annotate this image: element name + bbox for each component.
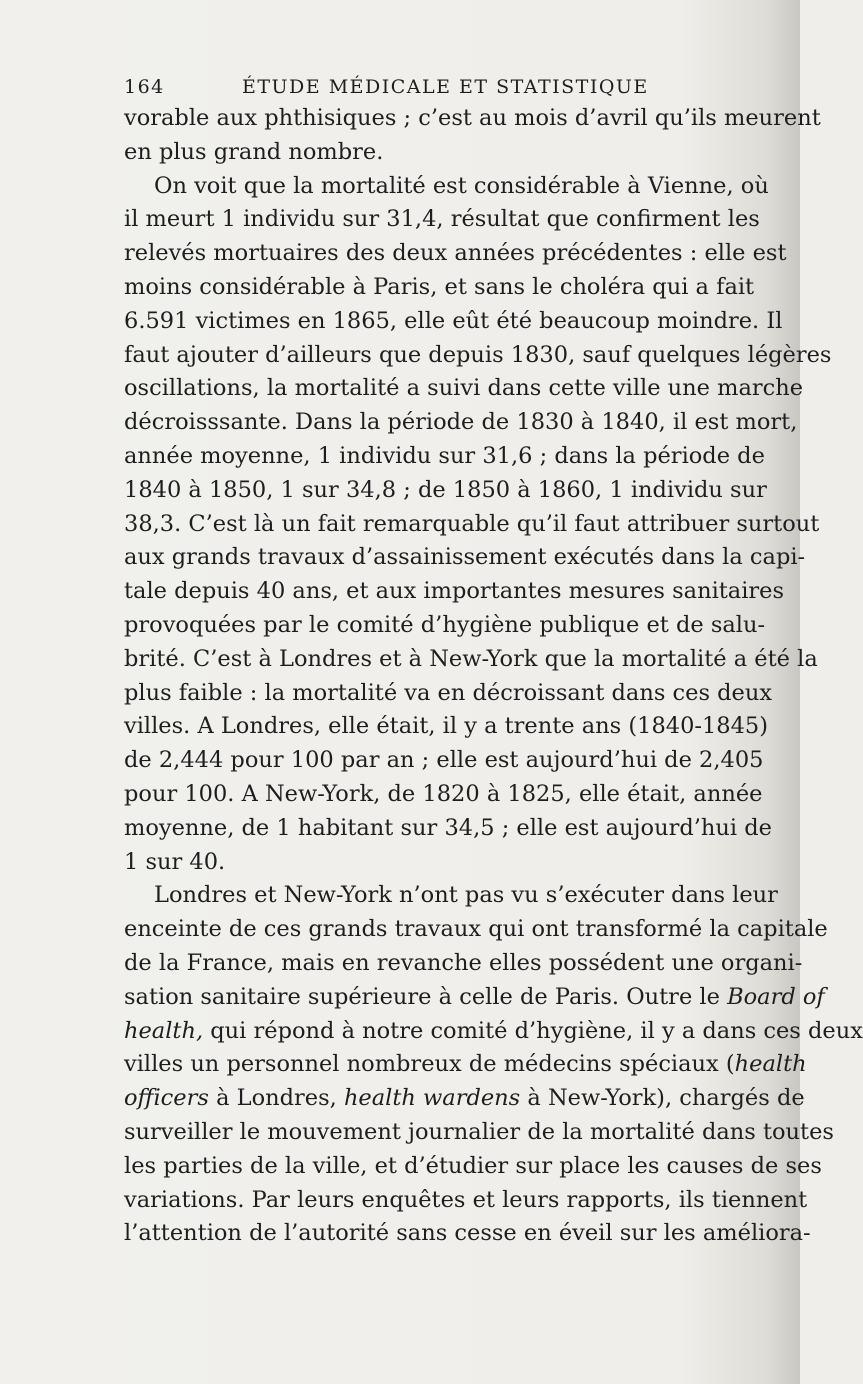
text-line: surveiller le mouvement journalier de la mortalité dans toutes bbox=[124, 1118, 834, 1145]
text-line: 1 sur 40. bbox=[124, 848, 226, 875]
text-line: variations. Par leurs enquêtes et leurs rapports, ils tiennent bbox=[124, 1186, 808, 1213]
text-line: décroisssante. Dans la période de 1830 à 1840, il est mort, bbox=[124, 409, 798, 436]
text-line: provoquées par le comité d’hygiène publique et de salu- bbox=[124, 611, 766, 638]
text-line: tale depuis 40 ans, et aux importantes mesures sanitaires bbox=[124, 578, 785, 605]
text-line: oscillations, la mortalité a suivi dans cette ville une marche bbox=[124, 375, 804, 402]
text-line: année moyenne, 1 individu sur 31,6 ; dans la période de bbox=[124, 442, 765, 469]
body-text bbox=[124, 102, 863, 1251]
text-run: à Londres, bbox=[216, 1085, 337, 1112]
text-line: en plus grand nombre. bbox=[124, 138, 384, 165]
text-line: enceinte de ces grands travaux qui ont transformé la capitale bbox=[124, 916, 828, 943]
text-line: moyenne, de 1 habitant sur 34,5 ; elle est aujourd’hui de bbox=[124, 814, 772, 841]
text-run: à New-York), chargés de bbox=[527, 1085, 805, 1112]
text-line: villes. A Londres, elle était, il y a trente ans (1840-1845) bbox=[124, 713, 769, 740]
text-line bbox=[124, 1082, 805, 1116]
text-line: vorable aux phthisiques ; c’est au mois d’avril qu’ils meurent bbox=[124, 105, 821, 131]
text-line: plus faible : la mortalité va en décroissant dans ces deux bbox=[124, 679, 773, 706]
text-line: les parties de la ville, et d’étudier sur place les causes de ses bbox=[124, 1152, 822, 1179]
text-line: 38,3. C’est là un fait remarquable qu’il faut attribuer surtout bbox=[124, 510, 820, 537]
italic-run: officers bbox=[124, 1085, 209, 1112]
text-line: Londres et New-York n’ont pas vu s’exécuter dans leur bbox=[154, 882, 778, 909]
text-line: 6.591 victimes en 1865, elle eût été beaucoup moindre. Il bbox=[124, 307, 783, 334]
text-run: qui répond à notre comité d’hygiène, il y a dans ces deux bbox=[210, 1017, 863, 1044]
running-title: ÉTUDE MÉDICALE ET STATISTIQUE bbox=[242, 76, 649, 98]
text-line: pour 100. A New-York, de 1820 à 1825, elle était, année bbox=[124, 780, 763, 807]
text-line: de 2,444 pour 100 par an ; elle est aujourd’hui de 2,405 bbox=[124, 747, 764, 774]
text-line: brité. C’est à Londres et à New-York que la mortalité a été la bbox=[124, 645, 818, 672]
italic-run: Board of bbox=[727, 983, 825, 1010]
text-line: 1840 à 1850, 1 sur 34,8 ; de 1850 à 1860, 1 individu sur bbox=[124, 476, 767, 503]
text-line bbox=[124, 1048, 807, 1082]
text-run: villes un personnel nombreux de médecins spéciaux ( bbox=[124, 1051, 735, 1078]
text-line: relevés mortuaires des deux années précédentes : elle est bbox=[124, 240, 787, 267]
text-line: faut ajouter d’ailleurs que depuis 1830, sauf quelques légères bbox=[124, 341, 832, 368]
text-line: l’attention de l’autorité sans cesse en éveil sur les améliora- bbox=[124, 1220, 811, 1247]
italic-run: health, bbox=[124, 1017, 204, 1044]
text-line bbox=[124, 1015, 863, 1049]
page-number: 164 bbox=[124, 76, 165, 98]
text-line: il meurt 1 individu sur 31,4, résultat que confirment les bbox=[124, 206, 760, 233]
text-line: On voit que la mortalité est considérable à Vienne, où bbox=[154, 172, 769, 199]
text-line: moins considérable à Paris, et sans le choléra qui a fait bbox=[124, 273, 755, 300]
italic-run: health wardens bbox=[343, 1085, 521, 1112]
italic-run: health bbox=[734, 1051, 807, 1078]
text-run: sation sanitaire supérieure à celle de Paris. Outre le bbox=[124, 983, 720, 1010]
text-line: aux grands travaux d’assainissement exécutés dans la capi- bbox=[124, 544, 806, 571]
text-line bbox=[124, 981, 825, 1015]
text-line: de la France, mais en revanche elles possédent une organi- bbox=[124, 949, 803, 976]
